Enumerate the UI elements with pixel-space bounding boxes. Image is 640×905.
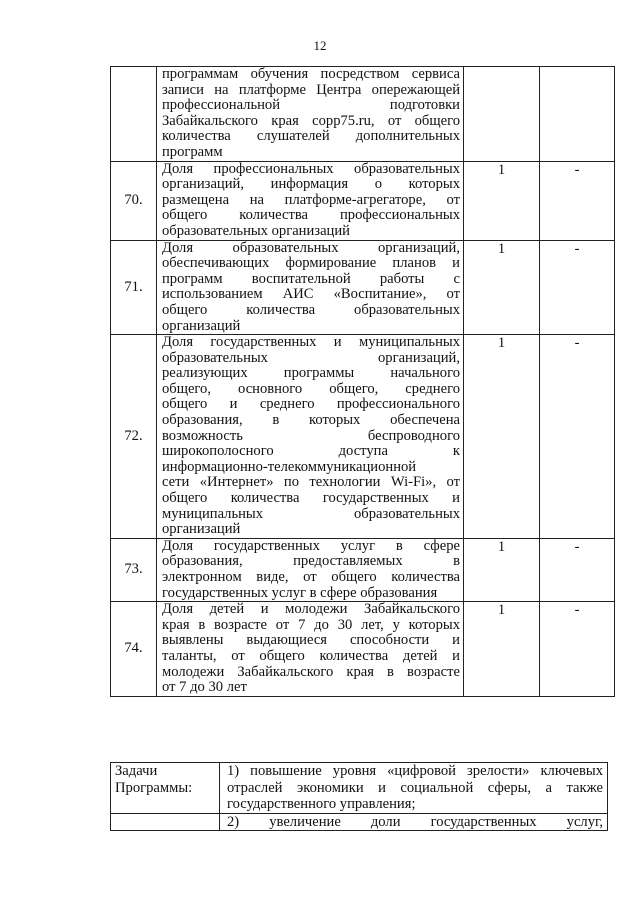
description-line: Доля государственных услуг в сфере bbox=[162, 537, 460, 554]
indicator-dash: - bbox=[540, 335, 615, 539]
description-line: сети «Интернет» по технологии Wi-Fi», от bbox=[162, 474, 460, 491]
description-line: возможность беспроводного bbox=[162, 427, 460, 444]
program-tasks-label-cell bbox=[111, 763, 220, 814]
indicator-description bbox=[157, 602, 464, 697]
indicator-dash: - bbox=[540, 240, 615, 335]
description-line: образовательных организаций, bbox=[162, 349, 460, 366]
description-line: Доля государственных и муниципальных bbox=[162, 334, 460, 351]
indicator-row bbox=[111, 602, 615, 697]
description-line: образовательных организаций bbox=[162, 222, 350, 239]
indicator-value bbox=[464, 67, 540, 162]
program-tasks-label-cell-empty bbox=[111, 813, 220, 831]
description-line: молодежи Забайкальского края в возрасте bbox=[162, 663, 460, 680]
description-line: обеспечивающих формирование планов и bbox=[162, 255, 460, 272]
program-tasks-row-2 bbox=[111, 813, 608, 831]
indicator-description bbox=[157, 161, 464, 240]
indicator-value: 1 bbox=[464, 538, 540, 601]
task-2-line: 2) увеличение доли государственных услуг, bbox=[227, 813, 603, 830]
program-tasks-table bbox=[110, 762, 608, 831]
program-tasks-row bbox=[111, 763, 608, 814]
row-number: 71. bbox=[111, 240, 157, 335]
row-number: 70. bbox=[111, 161, 157, 240]
description-line: программ bbox=[162, 143, 223, 160]
description-line: широкополосного доступа к bbox=[162, 443, 460, 460]
indicator-description bbox=[157, 67, 464, 162]
description-line: информационно-телекоммуникационной bbox=[162, 458, 417, 475]
description-line: использованием АИС «Воспитание», от bbox=[162, 286, 460, 303]
description-line: записи на платформе Центра опережающей bbox=[162, 81, 460, 98]
task-1-line: 1) повышение уровня «цифровой зрелости» ключевых bbox=[227, 763, 603, 779]
description-line: от 7 до 30 лет bbox=[162, 679, 247, 696]
description-line: Доля образовательных организаций, bbox=[162, 239, 460, 256]
description-line: общего, основного общего, среднего bbox=[162, 380, 460, 397]
indicator-row bbox=[111, 240, 615, 335]
description-line: таланты, от общего количества детей и bbox=[162, 647, 460, 664]
indicator-dash: - bbox=[540, 602, 615, 697]
description-line: края в возрасте от 7 до 30 лет, у которых bbox=[162, 616, 460, 633]
indicator-description bbox=[157, 335, 464, 539]
description-line: выявлены выдающиеся способности и bbox=[162, 632, 460, 649]
indicator-dash bbox=[540, 67, 615, 162]
description-line: размещена на платформе-агрегаторе, от bbox=[162, 191, 460, 208]
indicator-row bbox=[111, 67, 615, 162]
description-line: образования, в которых обеспечена bbox=[162, 412, 460, 429]
description-line: программам обучения посредством сервиса bbox=[162, 66, 460, 82]
page-number: 12 bbox=[313, 38, 327, 53]
program-task-item-1 bbox=[220, 763, 608, 814]
description-line: организаций bbox=[162, 521, 241, 538]
indicator-description bbox=[157, 538, 464, 601]
row-number: 73. bbox=[111, 538, 157, 601]
description-line: электронном виде, от общего количества bbox=[162, 569, 460, 585]
description-line: общего и среднего профессионального bbox=[162, 396, 460, 413]
indicator-dash: - bbox=[540, 161, 615, 240]
row-number: 72. bbox=[111, 335, 157, 539]
indicator-row bbox=[111, 538, 615, 601]
description-line: количества слушателей дополнительных bbox=[162, 128, 460, 145]
row-number: 74. bbox=[111, 602, 157, 697]
indicator-value: 1 bbox=[464, 602, 540, 697]
description-line: образования, предоставляемых в bbox=[162, 553, 460, 570]
program-tasks-label-line2: Программы: bbox=[115, 779, 193, 796]
indicator-value: 1 bbox=[464, 335, 540, 539]
row-number bbox=[111, 67, 157, 162]
program-tasks-label-line1: Задачи bbox=[115, 763, 158, 779]
description-line: организаций bbox=[162, 317, 241, 334]
description-line: реализующих программы начального bbox=[162, 365, 460, 382]
task-1-line: государственного управления; bbox=[227, 796, 416, 812]
program-task-item-2 bbox=[220, 813, 608, 831]
indicator-value: 1 bbox=[464, 240, 540, 335]
description-line: организаций, информация о которых bbox=[162, 176, 460, 193]
indicator-row bbox=[111, 335, 615, 539]
description-line: профессиональной подготовки bbox=[162, 97, 460, 114]
description-line: общего количества образовательных bbox=[162, 301, 460, 318]
indicator-description bbox=[157, 240, 464, 335]
description-line: муниципальных образовательных bbox=[162, 505, 460, 522]
task-1-line: отраслей экономики и социальной сферы, а также bbox=[227, 779, 603, 796]
description-line: Доля детей и молодежи Забайкальского bbox=[162, 601, 460, 618]
indicator-value: 1 bbox=[464, 161, 540, 240]
indicator-row bbox=[111, 161, 615, 240]
description-line: Доля профессиональных образовательных bbox=[162, 160, 460, 177]
description-line: общего количества государственных и bbox=[162, 490, 460, 507]
description-line: государственных услуг в сфере образования bbox=[162, 584, 438, 601]
description-line: общего количества профессиональных bbox=[162, 207, 460, 224]
description-line: Забайкальского края copp75.ru, от общего bbox=[162, 112, 460, 129]
description-line: программ воспитательной работы с bbox=[162, 270, 460, 287]
indicator-dash: - bbox=[540, 538, 615, 601]
indicators-table bbox=[110, 66, 615, 697]
